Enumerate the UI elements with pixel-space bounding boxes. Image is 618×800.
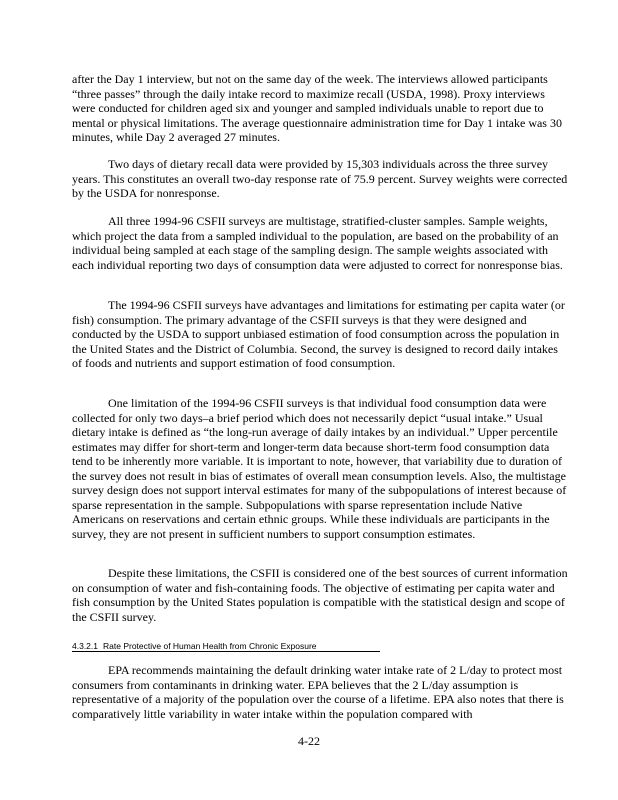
paragraph-epa-recommendation: EPA recommends maintaining the default drinking water intake rate of 2 L/day to protect most consumers from contaminants in drinking water. EPA believes that the 2 L/day assumption is representative of a majority of the population over the course of a lifetime. EPA also notes that there is comparatively little variability in water intake within the population compared with — [72, 663, 564, 721]
paragraph-recall-data: Two days of dietary recall data were provided by 15,303 individuals across the three survey years. This constitutes an overall two-day response rate of 75.9 percent. Survey weights were corrected by the USDA for nonresponse. — [72, 157, 568, 200]
paragraph-advantages: The 1994-96 CSFII surveys have advantages and limitations for estimating per capita water (or fish) consumption. The primary advantage of the CSFII surveys is that they were designed and conducted by the USDA to support unbiased estimation of food consumption across the population in the United States and the District of Columbia. Second, the survey is designed to record daily intakes of foods and nutrients and support estimation of food consumption. — [72, 298, 565, 370]
page-number: 4-22 — [298, 734, 320, 748]
paragraph-conclusion: Despite these limitations, the CSFII is considered one of the best sources of current information on consumption of water and fish-containing foods. The objective of estimating per capita water and fish consumption by the United States population is compatible with the statistical design and scope of the CSFII survey. — [72, 566, 568, 624]
paragraph-survey-design: All three 1994-96 CSFII surveys are multistage, stratified-cluster samples. Sample weights, which project the data from a sampled individual to the population, are based on the probability of an individual being sampled at each stage of the sampling design. The sample weights associated with each individual reporting two days of consumption data were adjusted to correct for nonresponse bias. — [72, 214, 563, 272]
section-number: 4.3.2.1 — [72, 641, 98, 651]
section-heading-rule — [72, 651, 380, 652]
paragraph-limitations: One limitation of the 1994-96 CSFII surveys is that individual food consumption data were collected for only two days–a brief period which does not necessarily depict “usual intake.” Usual dietary intake is defined as “the long-run average of daily intakes by an individual.” Upper percentile estimates may differ for short-term and longer-term data because short-term food consumption data tend to be inherently more variable. It is important to note, however, that variability due to duration of the survey does not result in bias of estimates of overall mean consumption levels. Also, the multistage survey design does not support interval estimates for many of the subpopulations of interest because of sparse representation in the sample. Subpopulations with sparse representation include Native Americans on reservations and certain ethnic groups. While these individuals are participants in the survey, they are not present in sufficient numbers to support consumption estimates. — [72, 396, 567, 541]
paragraph-interview-details: after the Day 1 interview, but not on the same day of the week. The interviews allowed participants “three passes” through the daily intake record to maximize recall (USDA, 1998). Proxy interviews were conducted for children aged six and younger and sampled individuals unable to report due to mental or physical limitations. The average questionnaire administration time for Day 1 intake was 30 minutes, while Day 2 averaged 27 minutes. — [72, 72, 562, 144]
section-title: Rate Protective of Human Health from Chronic Exposure — [103, 641, 317, 651]
